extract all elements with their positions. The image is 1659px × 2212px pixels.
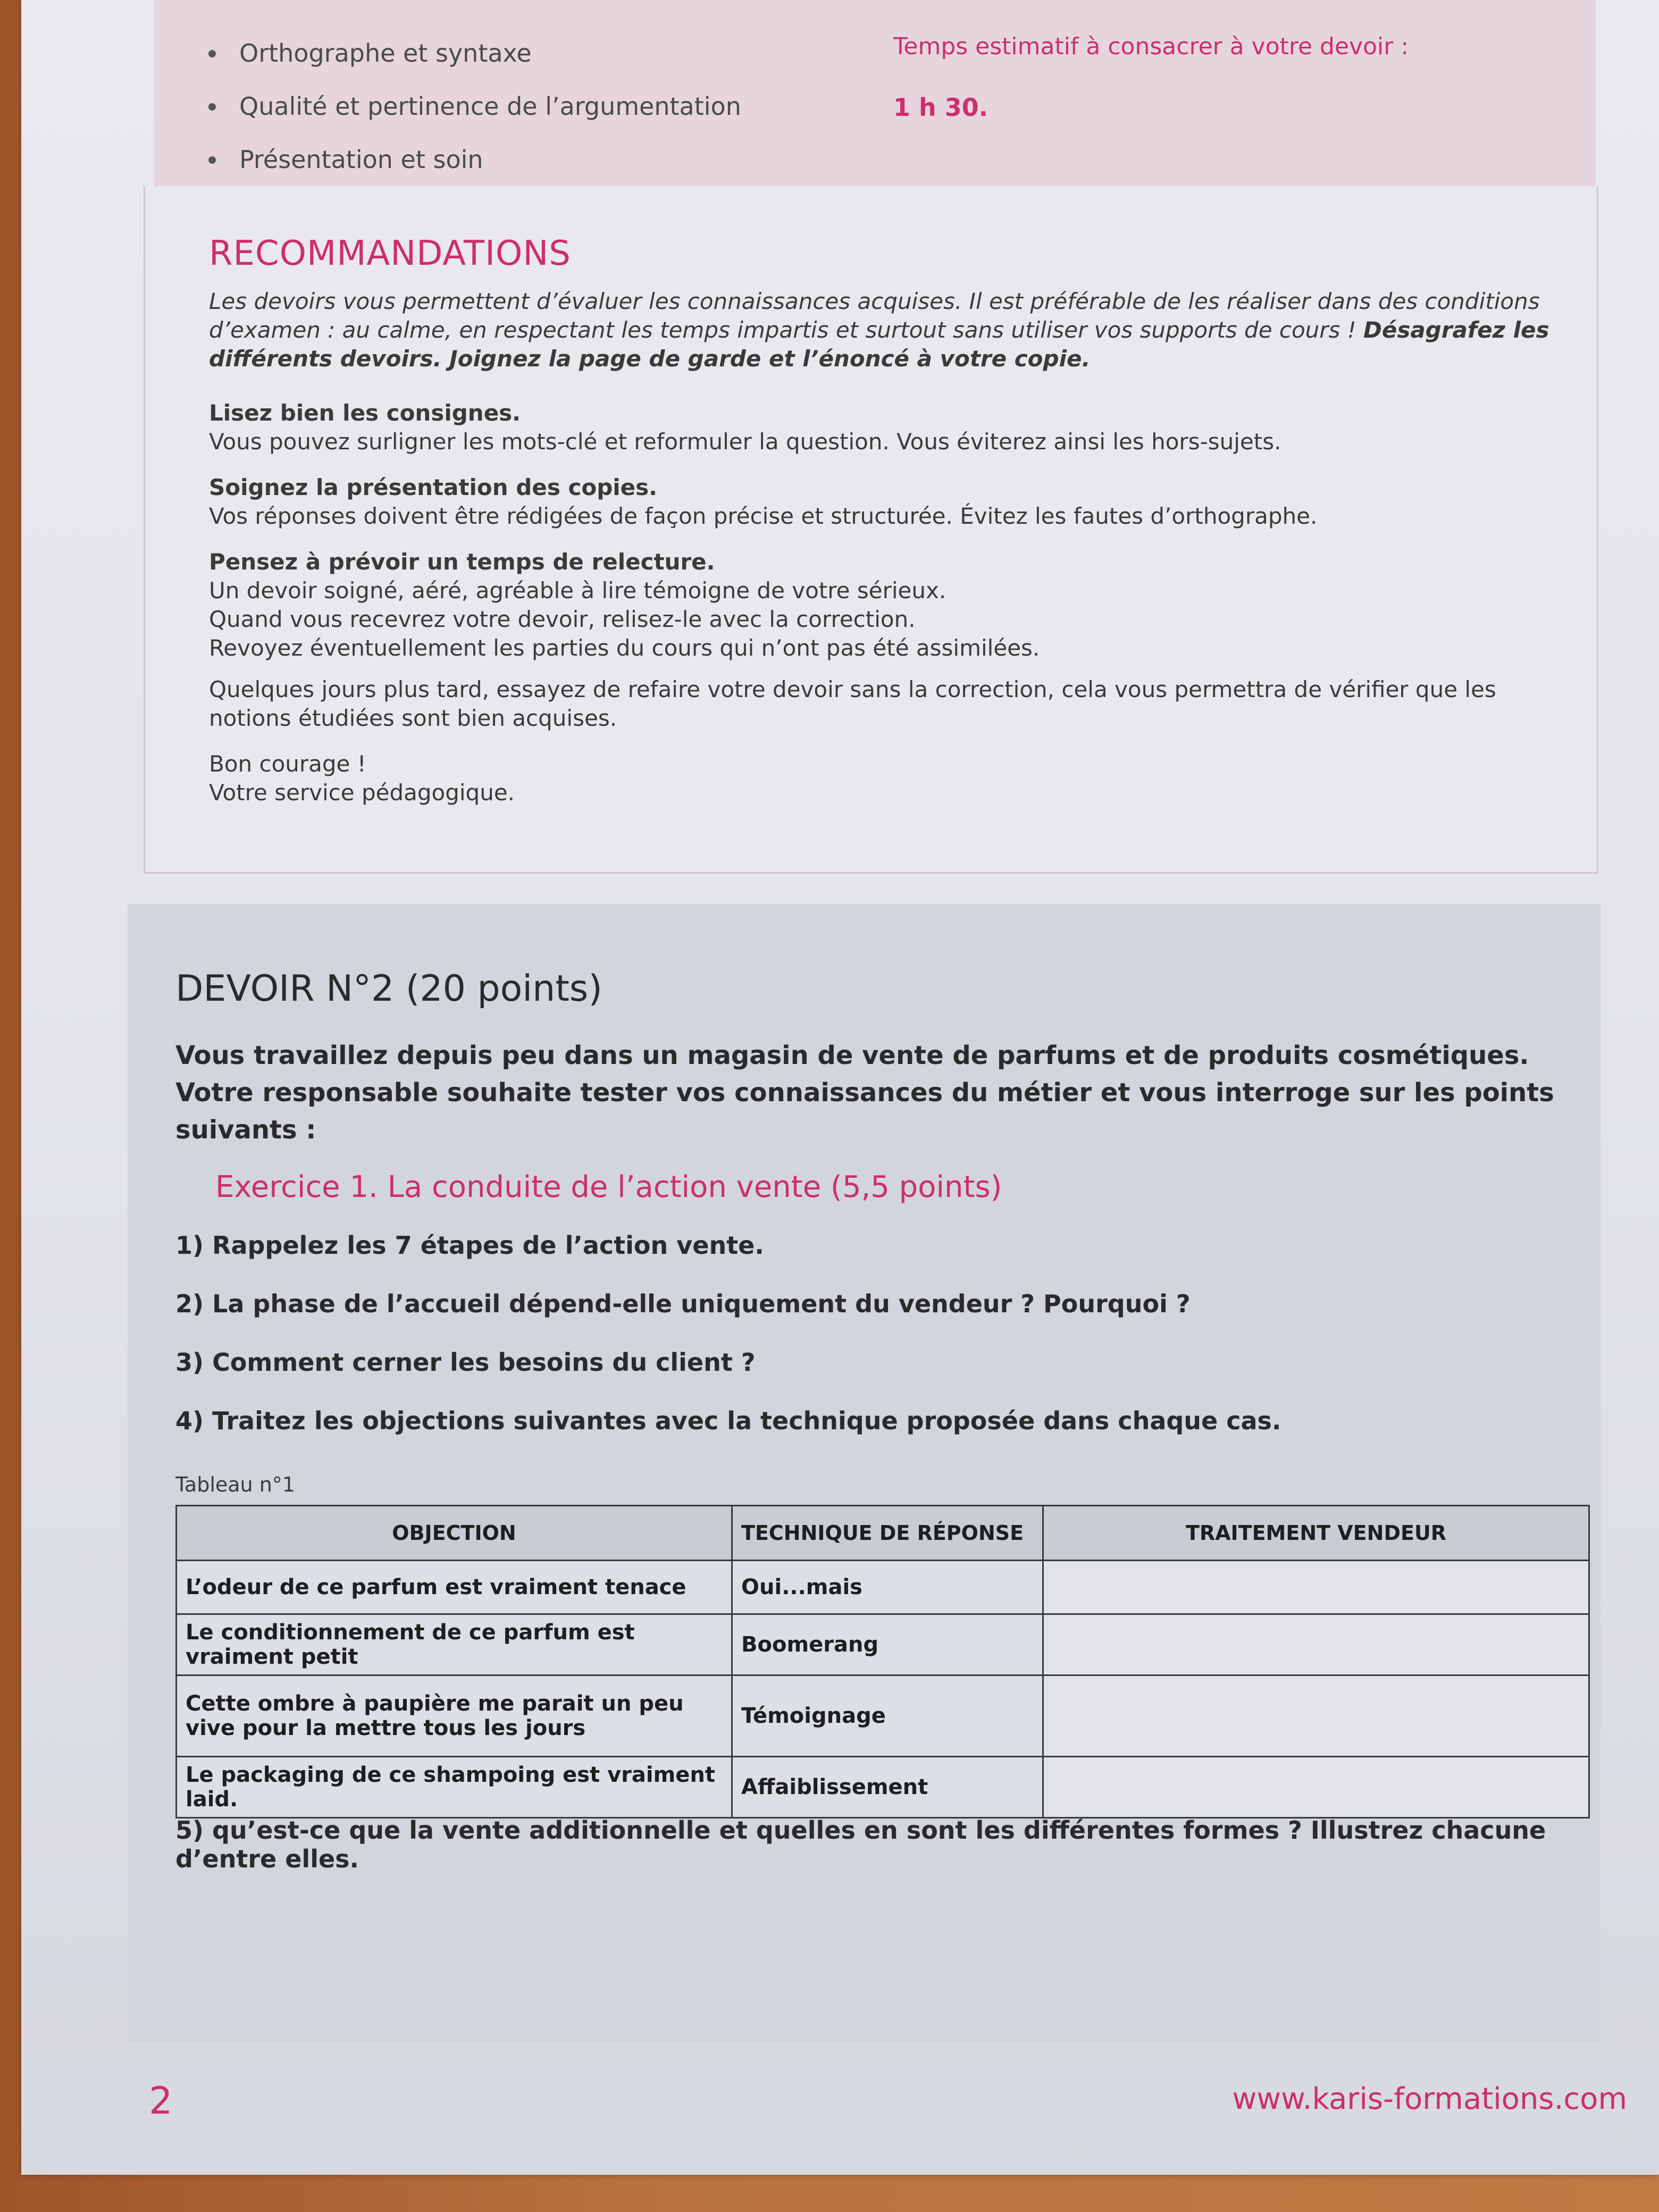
objection-cell: Le packaging de ce shampoing est vraiment laid. <box>177 1757 732 1818</box>
criteria-item: Qualité et pertinence de l’argumentation <box>202 85 741 138</box>
technique-cell: Boomerang <box>732 1614 1043 1675</box>
question-4: 4) Traitez les objections suivantes avec la technique proposée dans chaque cas. <box>175 1406 1281 1435</box>
reco-paragraph-consignes <box>209 399 1565 456</box>
criteria-item: Présentation et soin <box>202 138 741 191</box>
traitement-cell[interactable] <box>1043 1614 1589 1675</box>
objections-table <box>175 1505 1590 1819</box>
table-row <box>177 1614 1589 1675</box>
intro-italic-text: Les devoirs vous permettent d’évaluer les connaissances acquises. Il est préférable de les réaliser dans des conditions d’examen : au calme, en respectant les temps impartis et surtout sans utiliser vos supports de cours ! <box>209 288 1540 343</box>
intro-bold-text: Désagrafez les différents devoirs. Joignez la page de garde et l’énoncé à votre copie. <box>209 317 1549 372</box>
header-objection: OBJECTION <box>177 1506 732 1561</box>
technique-cell: Oui...mais <box>732 1561 1043 1614</box>
objection-cell: Le conditionnement de ce parfum est vraiment petit <box>177 1614 732 1675</box>
question-3: 3) Comment cerner les besoins du client ? <box>175 1348 756 1377</box>
website-link[interactable]: www.karis-formations.com <box>1232 2082 1627 2116</box>
reco-paragraph-relecture <box>209 548 1565 663</box>
traitement-cell[interactable] <box>1043 1561 1589 1614</box>
closing-line: Bon courage ! <box>209 751 366 777</box>
question-5: 5) qu’est-ce que la vente additionnelle et quelles en sont les différentes formes ? Illustrez chacune d’entre elles. <box>175 1816 1546 1873</box>
reco-body-line: Revoyez éventuellement les parties du cours qui n’ont pas été assimilées. <box>209 635 1040 661</box>
technique-cell: Affaiblissement <box>732 1757 1043 1818</box>
reco-paragraph-refaire: Quelques jours plus tard, essayez de refaire votre devoir sans la correction, cela vous permettra de vérifier que les notions étudiées sont bien acquises. <box>209 676 1496 731</box>
question-2: 2) La phase de l’accueil dépend-elle uniquement du vendeur ? Pourquoi ? <box>175 1289 1191 1318</box>
document-page <box>21 0 1659 2175</box>
recommandations-panel <box>144 186 1598 874</box>
page-number: 2 <box>149 2079 173 2123</box>
objection-cell: Cette ombre à paupière me parait un peu vive pour la mettre tous les jours <box>177 1675 732 1757</box>
exercise-title: Exercice 1. La conduite de l’action vente (5,5 points) <box>215 1170 1002 1204</box>
table-row <box>177 1675 1589 1757</box>
traitement-cell[interactable] <box>1043 1675 1589 1757</box>
reco-heading: Pensez à prévoir un temps de relecture. <box>209 549 715 575</box>
devoir-title: DEVOIR N°2 (20 points) <box>175 968 602 1010</box>
reco-heading: Lisez bien les consignes. <box>209 400 521 426</box>
reco-body: Vous pouvez surligner les mots-clé et reformuler la question. Vous éviterez ainsi les hors-sujets. <box>209 429 1281 455</box>
technique-cell: Témoignage <box>732 1675 1043 1757</box>
header-traitement: TRAITEMENT VENDEUR <box>1043 1506 1589 1561</box>
header-technique: TECHNIQUE DE RÉPONSE <box>732 1506 1043 1561</box>
closing-signature: Votre service pédagogique. <box>209 780 515 806</box>
reco-heading: Soignez la présentation des copies. <box>209 474 658 500</box>
time-estimate-label: Temps estimatif à consacrer à votre devoir : <box>893 33 1409 60</box>
table-row <box>177 1561 1589 1614</box>
reco-body: Vos réponses doivent être rédigées de façon précise et structurée. Évitez les fautes d’orthographe. <box>209 503 1318 529</box>
reco-paragraph-presentation <box>209 473 1565 531</box>
table-header-row <box>177 1506 1589 1561</box>
recommandations-title: RECOMMANDATIONS <box>209 234 571 273</box>
devoir-intro: Vous travaillez depuis peu dans un magasin de vente de parfums et de produits cosmétiques. Votre responsable souhaite tester vos connaissances du métier et vous interroge sur les points suivants : <box>175 1041 1554 1145</box>
table-row <box>177 1757 1589 1818</box>
criteria-item: Orthographe et syntaxe <box>202 32 741 85</box>
time-estimate-value: 1 h 30. <box>893 93 988 122</box>
traitement-cell[interactable] <box>1043 1757 1589 1818</box>
objection-cell: L’odeur de ce parfum est vraiment tenace <box>177 1561 732 1614</box>
table-caption: Tableau n°1 <box>175 1473 295 1496</box>
reco-body-line: Quand vous recevrez votre devoir, relisez-le avec la correction. <box>209 606 916 632</box>
devoir-panel <box>128 904 1601 2042</box>
recommandations-intro <box>209 287 1565 373</box>
reco-closing <box>209 750 1565 807</box>
question-1: 1) Rappelez les 7 étapes de l’action vente. <box>175 1231 764 1260</box>
reco-body-line: Un devoir soigné, aéré, agréable à lire témoigne de votre sérieux. <box>209 577 946 604</box>
criteria-list <box>202 32 741 191</box>
